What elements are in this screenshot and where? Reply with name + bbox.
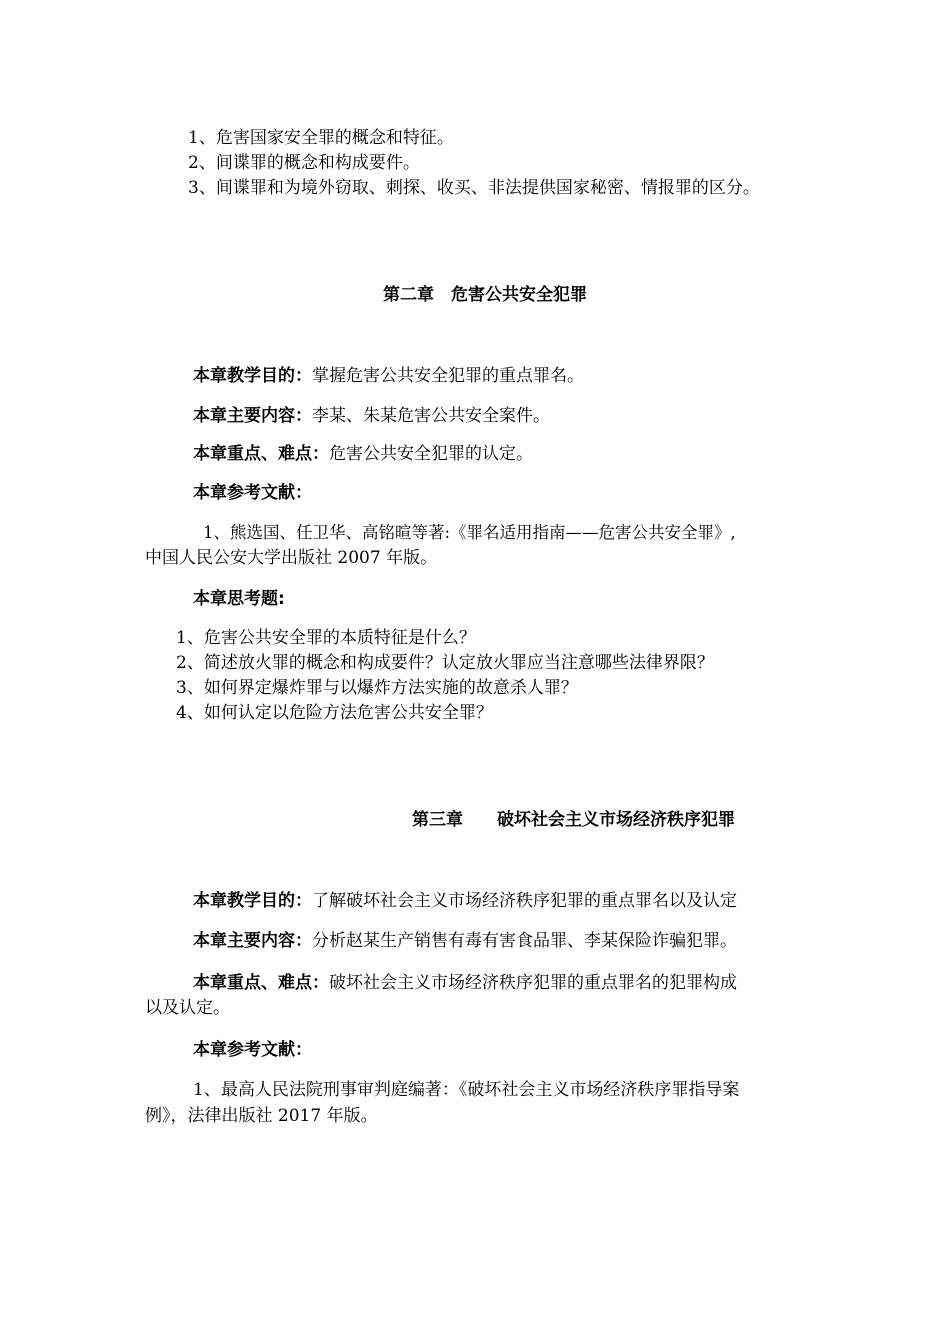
ch1-question-2: 2、间谍罪的概念和构成要件。 (188, 153, 420, 173)
ch2-content (193, 405, 550, 427)
ch2-key (193, 443, 533, 465)
ch3-content-label: 本章主要内容： (193, 931, 312, 951)
ch2-question-3: 3、如何界定爆炸罪与以爆炸方法实施的故意杀人罪？ (176, 678, 578, 698)
ch2-question-2: 2、简述放火罪的概念和构成要件？认定放火罪应当注意哪些法律界限？ (176, 653, 714, 673)
ch2-purpose-label: 本章教学目的： (193, 366, 312, 386)
ch3-key-text-line2: 以及认定。 (145, 998, 230, 1018)
ch3-key-label: 本章重点、难点： (193, 973, 329, 993)
ch2-content-label: 本章主要内容： (193, 406, 312, 426)
ch3-key (193, 972, 737, 994)
ch2-content-text: 李某、朱某危害公共安全案件。 (312, 406, 550, 426)
ch2-question-4: 4、如何认定以危险方法危害公共安全罪？ (176, 703, 493, 723)
ch3-ref1-line1: 1、最高人民法院刑事审判庭编著：《破坏社会主义市场经济秩序罪指导案 (193, 1080, 740, 1100)
chapter2-title: 第二章 危害公共安全犯罪 (383, 285, 587, 305)
ch1-question-1: 1、危害国家安全罪的概念和特征。 (188, 128, 454, 148)
ch2-purpose (193, 365, 584, 387)
ch2-key-text: 危害公共安全犯罪的认定。 (329, 444, 533, 464)
ch3-content (193, 930, 737, 952)
ch2-refs-label: 本章参考文献： (193, 483, 312, 503)
ch1-question-3: 3、间谍罪和为境外窃取、刺探、收买、非法提供国家秘密、情报罪的区分。 (188, 178, 760, 198)
ch3-content-text: 分析赵某生产销售有毒有害食品罪、李某保险诈骗犯罪。 (312, 931, 737, 951)
ch2-question-1: 1、危害公共安全罪的本质特征是什么？ (176, 628, 476, 648)
ch3-purpose-text: 了解破坏社会主义市场经济秩序犯罪的重点罪名以及认定 (312, 891, 737, 911)
ch2-questions-label: 本章思考题: (193, 589, 285, 609)
ch3-ref1-line2: 例》，法律出版社 2017 年版。 (145, 1106, 378, 1126)
ch3-purpose (193, 890, 737, 912)
ch2-ref1-line1: 1、熊选国、任卫华、高铭暄等著:《罪名适用指南——危害公共安全罪》, (203, 523, 736, 542)
ch2-purpose-text: 掌握危害公共安全犯罪的重点罪名。 (312, 366, 584, 386)
ch3-purpose-label: 本章教学目的： (193, 891, 312, 911)
ch3-key-text-line1: 破坏社会主义市场经济秩序犯罪的重点罪名的犯罪构成 (329, 973, 737, 993)
chapter3-title: 第三章 破坏社会主义市场经济秩序犯罪 (412, 810, 735, 830)
ch2-ref1-line2: 中国人民公安大学出版社 2007 年版。 (145, 548, 438, 568)
ch2-key-label: 本章重点、难点： (193, 444, 329, 464)
ch3-refs-label: 本章参考文献： (193, 1040, 312, 1060)
